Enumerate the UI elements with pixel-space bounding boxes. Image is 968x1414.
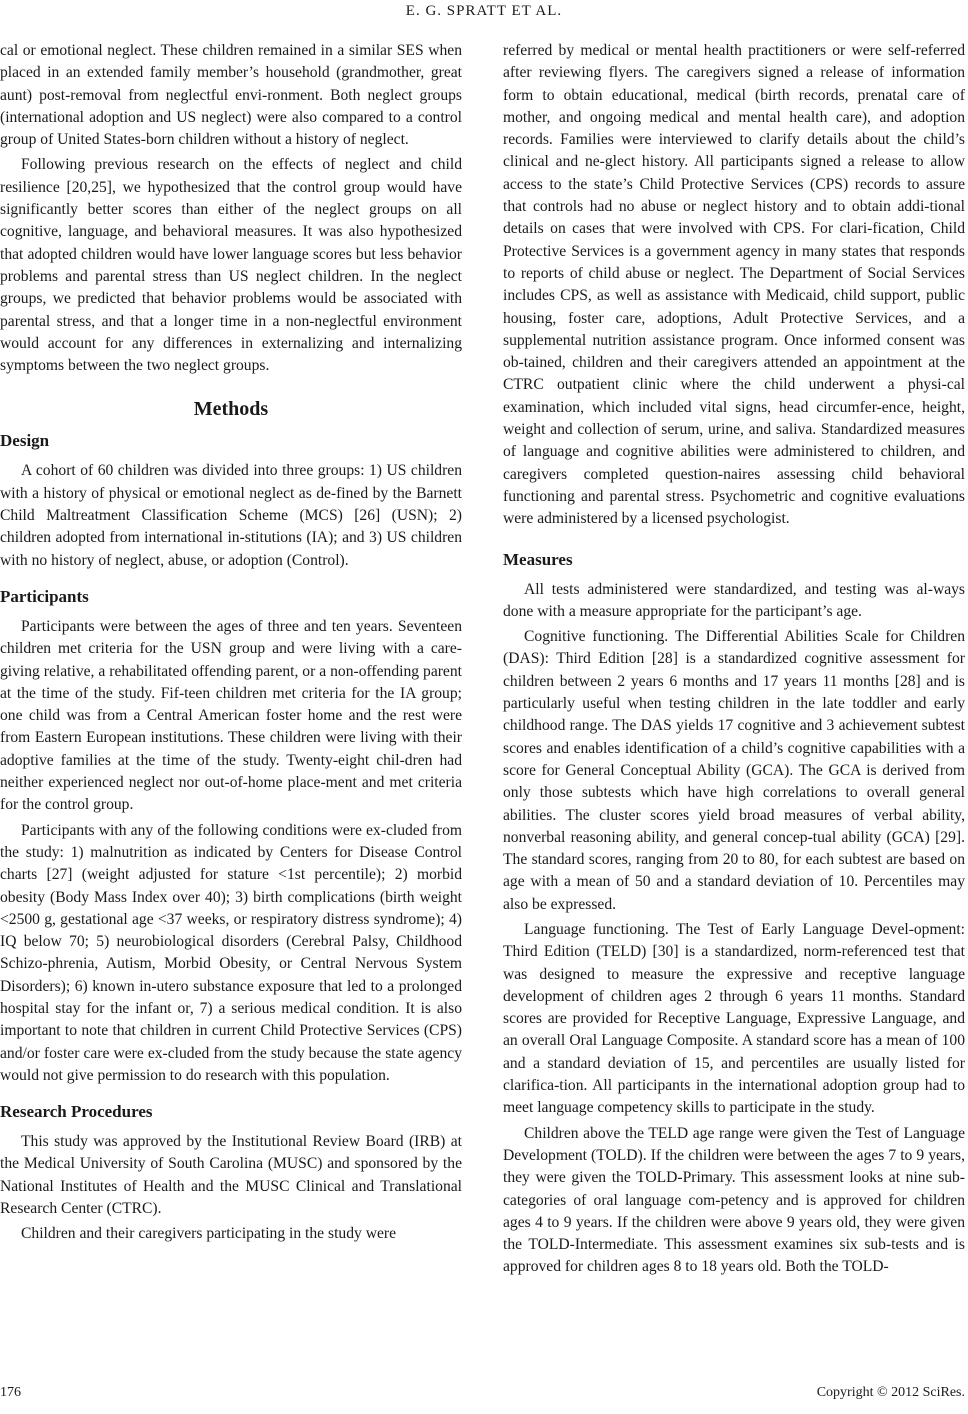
right-column — [503, 40, 965, 1279]
design-heading: Design — [0, 431, 50, 451]
running-head: E. G. SPRATT ET AL. — [405, 3, 563, 19]
design-paragraph: A cohort of 60 children was divided into three groups: 1) US children with a history of physical or emotional neglect as de-fined by the Barnett Child Maltreatment Classification Scheme (MCS) [26] (USN); 2) children adopted from international in-stitutions (IA); and 3) US children with no history of neglect, abuse, or adoption (Control). — [0, 462, 462, 569]
intro-paragraph-continued: cal or emotional neglect. These children remained in a similar SES when placed in an extended family member’s household (grandmother, great aunt) post-removal from neglectful envi-ronment. Both neglect groups (international adoption and US neglect) were also compared to a control group of United States-born children without a history of neglect. — [0, 42, 462, 149]
research-procedures-heading: Research Procedures — [0, 1102, 153, 1122]
copyright-notice: Copyright © 2012 SciRes. — [816, 1385, 965, 1400]
exclusion-paragraph: Participants with any of the following conditions were ex-cluded from the study: 1) malnutrition as indicated by Centers for Disease Control charts [27] (weight adjusted for stature <1st percentile); 2) morbid obesity (Body Mass Index over 40); 3) birth complications (birth weight <2500 g, gestational age <37 weeks, or respiratory distress syndrome); 4) IQ below 70; 5) neurobiological disorders (Cerebral Palsy, Childhood Schizo-phrenia, Autism, Morbid Obesity, or Central Nervous System Disorders); 6) known in-utero substance exposure that led to a prolonged hospital stay for the infant or, 7) a serious medical condition. It is also important to note that children in current Child Protective Services (CPS) and/or foster care were ex-cluded from the study because the state agency would not give permission to do research with this population. — [0, 821, 462, 1084]
irb-paragraph: This study was approved by the Institutional Review Board (IRB) at the Medical University of South Carolina (MUSC) and sponsored by the National Institutes of Health and the MUSC Clinical and Translational Research Center (CTRC). — [0, 1133, 462, 1218]
left-column — [0, 40, 462, 1246]
cognitive-functioning-paragraph: Cognitive functioning. The Differential Abilities Scale for Children (DAS): Third Edition [28] is a standardized cognitive assessment for children between 2 years 6 months and 17 years 11 months [28] and is particularly useful when testing children in the late toddler and early childhood range. The DAS yields 17 cognitive and 3 achievement subtest scores and enables identification of a child’s cognitive capabilities with a score for General Conceptual Ability (GCA). The GCA is derived from only those subtests which have high correlations to overall general abilities. The cluster scores yield broad measures of verbal ability, nonverbal reasoning ability, and general concep-tual ability (GCA) [29]. The standard scores, ranging from 20 to 80, for each subtest are based on age with a mean of 50 and a standard deviation of 10. Percentiles may also be expressed. — [503, 628, 965, 913]
participants-paragraph: Participants were between the ages of three and ten years. Seventeen children met criteria for the USN group and were living with a care-giving relative, a rehabilitated offending parent, or a non-offending parent at the time of the study. Fif-teen children met criteria for the IA group; one child was from a Central American foster home and the rest were from Eastern European institutions. These children were living with their adoptive families at the time of the study. Twenty-eight chil-dren had neither experienced neglect nor out-of-home place-ment and met criteria for the control group. — [0, 617, 462, 814]
told-paragraph: Children above the TELD age range were given the Test of Language Development (TOLD). If the children were between the ages 7 to 9 years, they were given the TOLD-Primary. This assessment looks at nine sub-categories of oral language com-petency and is approved for children ages 4 to 9 years. If the children were above 9 years old, they were given the TOLD-Intermediate. This assessment examines six sub-tests and is approved for children ages 8 to 18 years old. Both the TOLD- — [503, 1124, 965, 1276]
hypothesis-paragraph: Following previous research on the effects of neglect and child resilience [20,25], we hypothesized that the control group would have significantly better scores than either of the neglect groups on all cognitive, language, and behavioral measures. It was also hypothesized that adopted children would have lower language scores but less behavior problems and parental stress than US neglect children. In the neglect groups, we predicted that behavior problems would be associated with parental stress, and that a longer time in a non-neglectful environment would account for any differences in externalizing and internalizing symptoms between the two neglect groups. — [0, 156, 462, 375]
caregivers-paragraph: Children and their caregivers participating in the study were — [21, 1225, 396, 1243]
language-functioning-paragraph: Language functioning. The Test of Early Language Devel-opment: Third Edition (TELD) [30] is a standardized, norm-referenced test that was designed to measure the expressive and receptive language development of children ages 2 through 6 years 11 months. Standard scores are provided for Receptive Language, Expressive Language, and an overall Oral Language Composite. A standard score has a mean of 100 and a standard deviation of 15, and percentiles are usually listed for clarifica-tion. All participants in the international adoption group had to meet language competency skills to participate in the study. — [503, 920, 965, 1117]
methods-heading: Methods — [193, 398, 269, 421]
page-number: 176 — [0, 1385, 21, 1400]
participants-heading: Participants — [0, 586, 89, 606]
measures-paragraph: All tests administered were standardized, and testing was al-ways done with a measure appropriate for the participant’s age. — [503, 580, 965, 620]
measures-heading: Measures — [503, 549, 573, 569]
procedures-paragraph-continued: referred by medical or mental health practitioners or were self-referred after reviewing flyers. The caregivers signed a release of information form to obtain educational, medical (birth records, prenatal care of mother, and ongoing medical and mental health care), and adoption records. Families were interviewed to clarify details about the child’s clinical and ne-glect history. All participants signed a release to allow access to the state’s Child Protective Services (CPS) records to assure that controls had no abuse or neglect history and to obtain addi-tional details on cases that were involved with CPS. For clari-fication, Child Protective Services is a government agency in many states that responds to reports of child abuse or neglect. The Department of Social Services includes CPS, as well as assistance with Medicaid, child support, public housing, foster care, adoptions, Adult Protective Services, and a supplemental nutrition assistance program. Once informed consent was ob-tained, children and their caregivers attended an appointment at the CTRC outpatient clinic where the child underwent a physi-cal examination, which included vital signs, head circumfer-ence, height, weight and collection of serum, urine, and saliva. Standardized measures of language and cognitive abilities were administered to children, and caregivers completed question-naires assessing child behavioral functioning and parental stress. Psychometric and cognitive evaluations were administered by a licensed psychologist. — [503, 42, 965, 528]
